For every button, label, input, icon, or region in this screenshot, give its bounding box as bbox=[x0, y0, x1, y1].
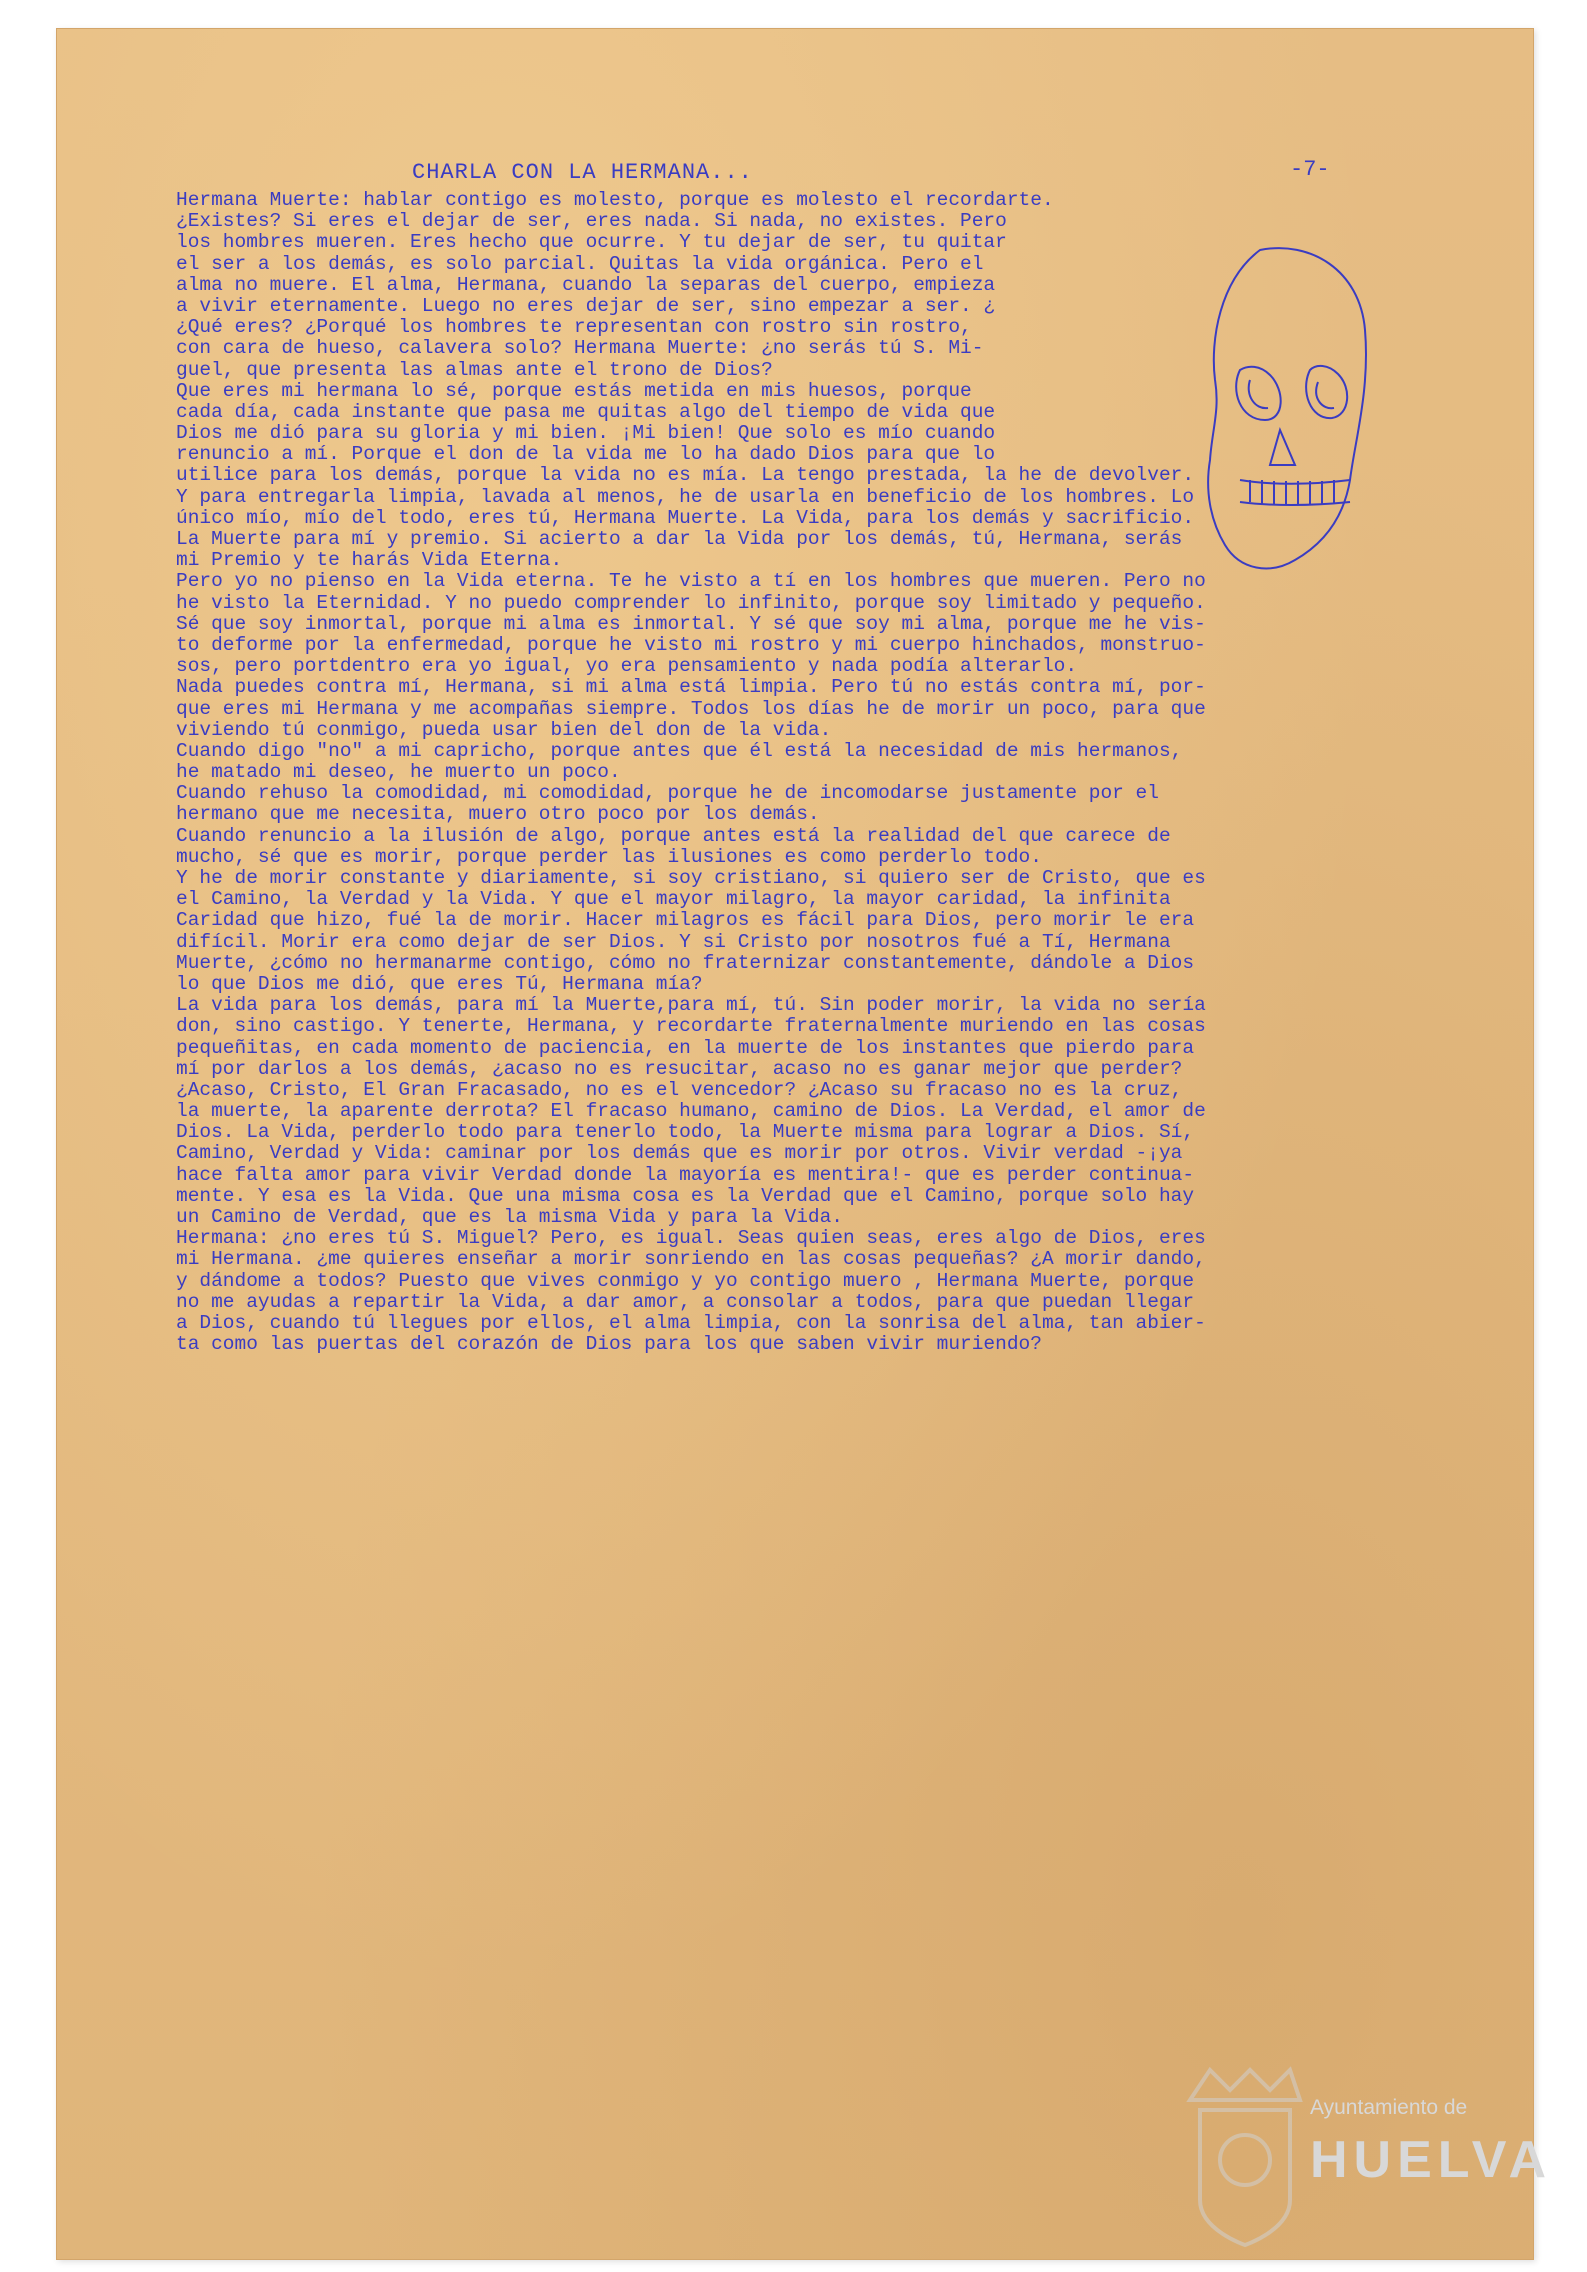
text-line: no me ayudas a repartir la Vida, a dar amor, a consolar a todos, para que puedan llegar bbox=[176, 1290, 1195, 1313]
text-line: mente. Y esa es la Vida. Que una misma cosa es la Verdad que el Camino, porque solo hay bbox=[176, 1184, 1195, 1207]
text-line: Cuando renuncio a la ilusión de algo, porque antes está la realidad del que carece de bbox=[176, 824, 1171, 847]
text-line: ta como las puertas del corazón de Dios para los que saben vivir muriendo? bbox=[176, 1333, 1042, 1356]
text-line: los hombres mueren. Eres hecho que ocurre. Y tu dejar de ser, tu quitar bbox=[176, 231, 1007, 254]
text-line: mi Premio y te harás Vida Eterna. bbox=[176, 549, 563, 572]
text-line: Caridad que hizo, fué la de morir. Hacer milagros es fácil para Dios, pero morir le era bbox=[176, 909, 1195, 932]
text-line: ¿Qué eres? ¿Porqué los hombres te representan con rostro sin rostro, bbox=[176, 316, 972, 339]
text-line: Cuando digo "no" a mi capricho, porque antes que él está la necesidad de mis hermanos, bbox=[176, 739, 1183, 762]
text-line: hermano que me necesita, muero otro poco por los demás. bbox=[176, 803, 820, 826]
text-line: guel, que presenta las almas ante el trono de Dios? bbox=[176, 358, 773, 381]
skull-drawing bbox=[1200, 240, 1380, 600]
text-line: difícil. Morir era como dejar de ser Dios. Y si Cristo por nosotros fué a Tí, Hermana bbox=[176, 930, 1171, 953]
text-line: lo que Dios me dió, que eres Tú, Hermana mía? bbox=[176, 972, 703, 995]
document-header: CHARLA CON LA HERMANA... bbox=[412, 160, 753, 185]
text-line: Que eres mi hermana lo sé, porque estás metida en mis huesos, porque bbox=[176, 379, 972, 402]
watermark-line2: HUELVA bbox=[1310, 2131, 1553, 2189]
text-line: utilice para los demás, porque la vida no es mía. La tengo prestada, la he de devolver. bbox=[176, 464, 1195, 487]
text-line: mi Hermana. ¿me quieres enseñar a morir sonriendo en las cosas pequeñas? ¿A morir dando, bbox=[176, 1248, 1206, 1271]
text-line: to deforme por la enfermedad, porque he visto mi rostro y mi cuerpo hinchados, monstruo- bbox=[176, 633, 1206, 656]
text-line: Hermana Muerte: hablar contigo es molesto, porque es molesto el recordarte. bbox=[176, 189, 1054, 211]
text-line: y dándome a todos? Puesto que vives conmigo y yo contigo muero , Hermana Muerte, porque bbox=[176, 1269, 1195, 1292]
text-line: a vivir eternamente. Luego no eres dejar de ser, sino empezar a ser. ¿ bbox=[176, 294, 996, 317]
text-line: mucho, sé que es morir, porque perder las ilusiones es como perderlo todo. bbox=[176, 845, 1042, 868]
text-line: La Muerte para mí y premio. Si acierto a dar la Vida por los demás, tú, Hermana, serás bbox=[176, 528, 1183, 550]
text-line: Camino, Verdad y Vida: caminar por los demás que es morir por otros. Vivir verdad -¡ya bbox=[176, 1142, 1183, 1165]
text-line: Dios me dió para su gloria y mi bien. ¡Mi bien! Que solo es mío cuando bbox=[176, 422, 996, 445]
text-line: un Camino de Verdad, que es la misma Vida y para la Vida. bbox=[176, 1206, 844, 1228]
text-line: he visto la Eternidad. Y no puedo comprender lo infinito, porque soy limitado y pequeño. bbox=[176, 591, 1206, 614]
text-line: Dios. La Vida, perderlo todo para tenerlo todo, la Muerte misma para lograr a Dios. Sí, bbox=[176, 1121, 1195, 1144]
text-line: Y he de morir constante y diariamente, si soy cristiano, si quiero ser de Cristo, que es bbox=[176, 867, 1206, 889]
text-line: mí por darlos a los demás, ¿acaso no es resucitar, acaso no es ganar mejor que perder? bbox=[176, 1057, 1183, 1080]
text-line: renuncio a mí. Porque el don de la vida me lo ha dado Dios para que lo bbox=[176, 443, 996, 466]
text-line: a Dios, cuando tú llegues por ellos, el alma limpia, con la sonrisa del alma, tan abier- bbox=[176, 1311, 1206, 1334]
text-line: Pero yo no pienso en la Vida eterna. Te he visto a tí en los hombres que mueren. Pero no bbox=[176, 570, 1206, 593]
text-line: Sé que soy inmortal, porque mi alma es inmortal. Y sé que soy mi alma, porque me he vis- bbox=[176, 612, 1206, 635]
text-line: hace falta amor para vivir Verdad donde la mayoría es mentira!- que es perder continua- bbox=[176, 1163, 1195, 1186]
text-line: Cuando rehuso la comodidad, mi comodidad, porque he de incomodarse justamente por el bbox=[176, 782, 1159, 805]
text-line: el Camino, la Verdad y la Vida. Y que el mayor milagro, la mayor caridad, la infinita bbox=[176, 888, 1171, 911]
text-line: la muerte, la aparente derrota? El fracaso humano, camino de Dios. La Verdad, el amor de bbox=[176, 1100, 1206, 1123]
text-line: La vida para los demás, para mí la Muerte,para mí, tú. Sin poder morir, la vida no sería bbox=[176, 994, 1206, 1017]
watermark-line1: Ayuntamiento de bbox=[1310, 2096, 1468, 2119]
text-line: ¿Existes? Si eres el dejar de ser, eres nada. Si nada, no existes. Pero bbox=[176, 210, 1007, 233]
text-line: Hermana: ¿no eres tú S. Miguel? Pero, es igual. Seas quien seas, eres algo de Dios, eres bbox=[176, 1227, 1206, 1250]
text-line: alma no muere. El alma, Hermana, cuando la separas del cuerpo, empieza bbox=[176, 273, 996, 296]
text-line: Nada puedes contra mí, Hermana, si mi alma está limpia. Pero tú no estás contra mí, por- bbox=[176, 676, 1206, 699]
text-line: viviendo tú conmigo, pueda usar bien del don de la vida. bbox=[176, 718, 832, 741]
text-line: ¿Acaso, Cristo, El Gran Fracasado, no es el vencedor? ¿Acaso su fracaso no es la cruz, bbox=[176, 1078, 1183, 1101]
text-line: el ser a los demás, es solo parcial. Quitas la vida orgánica. Pero el bbox=[176, 252, 984, 275]
page-number: -7- bbox=[1290, 157, 1330, 182]
text-line: cada día, cada instante que pasa me quitas algo del tiempo de vida que bbox=[176, 400, 996, 423]
text-line: Y para entregarla limpia, lavada al menos, he de usarla en beneficio de los hombres. Lo bbox=[176, 485, 1195, 508]
text-line: con cara de hueso, calavera solo? Hermana Muerte: ¿no serás tú S. Mi- bbox=[176, 337, 984, 360]
text-line: sos, pero portdentro era yo igual, yo era pensamiento y nada podía alterarlo. bbox=[176, 655, 1078, 678]
text-line: he matado mi deseo, he muerto un poco. bbox=[176, 761, 621, 784]
text-line: que eres mi Hermana y me acompañas siempre. Todos los días he de morir un poco, para que bbox=[176, 697, 1206, 720]
text-line: Muerte, ¿cómo no hermanarme contigo, cómo no fraternizar constantemente, dándole a Dios bbox=[176, 951, 1195, 974]
text-line: pequeñitas, en cada momento de paciencia, en la muerte de los instantes que pierdo para bbox=[176, 1036, 1195, 1059]
text-line: único mío, mío del todo, eres tú, Hermana Muerte. La Vida, para los demás y sacrificio. bbox=[176, 506, 1195, 529]
text-line: don, sino castigo. Y tenerte, Hermana, y recordarte fraternalmente muriendo en las cosas bbox=[176, 1015, 1206, 1038]
